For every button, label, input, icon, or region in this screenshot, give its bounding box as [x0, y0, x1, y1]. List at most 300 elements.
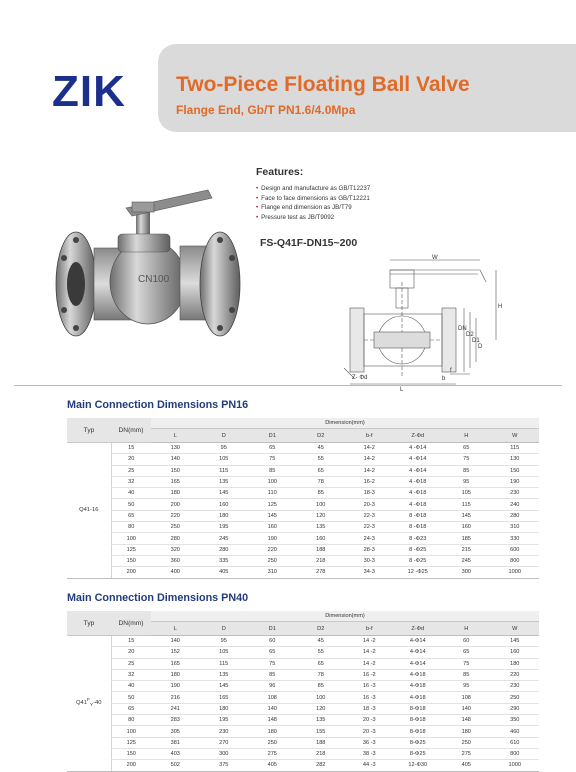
- brand-logo: ZIK: [52, 67, 126, 116]
- dimension-cell: 65: [248, 647, 297, 658]
- column-header: L: [151, 622, 200, 636]
- dimension-cell: 65: [442, 647, 491, 658]
- dn-cell: 125: [111, 737, 151, 748]
- dimension-cell: 95: [200, 443, 249, 454]
- dimension-cell: 20 -3: [345, 715, 394, 726]
- dimension-cell: 115: [200, 658, 249, 669]
- table-row: [67, 499, 539, 510]
- dimension-cell: 12-Φ30: [394, 760, 443, 771]
- dimension-cell: 145: [200, 681, 249, 692]
- dimension-cell: 190: [491, 476, 540, 487]
- drawing-label-bolt: Z- Φd: [352, 375, 368, 381]
- dn-cell: 125: [111, 544, 151, 555]
- dimension-cell: 135: [200, 476, 249, 487]
- dimension-cell: 20-3: [345, 499, 394, 510]
- dimension-cell: 4-Φ18: [394, 669, 443, 680]
- dimension-cell: 188: [297, 737, 346, 748]
- valve-marking: CN100: [138, 274, 170, 285]
- column-header: W: [491, 429, 540, 443]
- dimension-cell: 105: [200, 647, 249, 658]
- dimension-cell: 180: [200, 703, 249, 714]
- dimension-cell: 250: [442, 737, 491, 748]
- dimension-cell: 800: [491, 748, 540, 759]
- dimension-cell: 160: [491, 647, 540, 658]
- dimension-cell: 310: [248, 567, 297, 578]
- dimension-cell: 4 -Φ18: [394, 499, 443, 510]
- dimension-cell: 14 -2: [345, 658, 394, 669]
- dimension-cell: 165: [151, 476, 200, 487]
- dimension-cell: 145: [491, 636, 540, 647]
- dimension-cell: 95: [442, 681, 491, 692]
- feature-item: • Flange end dimension as JB/T79: [256, 203, 556, 213]
- dimension-cell: 95: [442, 476, 491, 487]
- dimension-cell: 218: [297, 555, 346, 566]
- section-divider: [14, 385, 562, 386]
- features-block: [256, 166, 556, 222]
- column-header: D2: [297, 429, 346, 443]
- dimension-cell: 360: [151, 555, 200, 566]
- dimension-cell: 140: [151, 454, 200, 465]
- dimension-cell: 4-Φ14: [394, 658, 443, 669]
- dimension-cell: 100: [248, 476, 297, 487]
- table-row: [67, 703, 539, 714]
- dn-cell: 65: [111, 510, 151, 521]
- feature-item: • Face to face dimensions as GB/T12221: [256, 194, 556, 204]
- dimension-cell: 38 -3: [345, 748, 394, 759]
- dimension-cell: 148: [442, 715, 491, 726]
- dn-cell: 25: [111, 658, 151, 669]
- dimension-cell: 160: [442, 522, 491, 533]
- dimension-cell: 85: [297, 488, 346, 499]
- dimension-cell: 22-3: [345, 522, 394, 533]
- dimension-cell: 330: [491, 533, 540, 544]
- dimension-header: Dimension(mm): [151, 611, 539, 622]
- dn-cell: 20: [111, 454, 151, 465]
- dimension-cell: 16 -3: [345, 692, 394, 703]
- table-row: [67, 510, 539, 521]
- dimension-cell: 75: [248, 454, 297, 465]
- dimension-cell: 165: [151, 658, 200, 669]
- dimension-cell: 75: [442, 454, 491, 465]
- dimension-cell: 405: [200, 567, 249, 578]
- dimension-cell: 14-2: [345, 465, 394, 476]
- dimension-cell: 8-Φ18: [394, 726, 443, 737]
- page-title: Two-Piece Floating Ball Valve: [176, 73, 470, 96]
- dimension-cell: 270: [200, 737, 249, 748]
- dimension-cell: 220: [491, 669, 540, 680]
- dimension-cell: 215: [442, 544, 491, 555]
- dimension-cell: 4-Φ14: [394, 636, 443, 647]
- dimension-cell: 290: [491, 703, 540, 714]
- dimension-cell: 36 -3: [345, 737, 394, 748]
- column-header: b-f: [345, 429, 394, 443]
- dimension-cell: 165: [200, 692, 249, 703]
- column-header: H: [442, 622, 491, 636]
- dimension-cell: 108: [442, 692, 491, 703]
- typ-header: Typ: [67, 418, 111, 443]
- table-row: [67, 533, 539, 544]
- dimension-cell: 65: [297, 465, 346, 476]
- feature-item: • Pressure test as JB/T9092: [256, 213, 556, 223]
- dimension-cell: 250: [248, 737, 297, 748]
- dimension-cell: 280: [491, 510, 540, 521]
- column-header: D1: [248, 622, 297, 636]
- typ-suffix: -40: [93, 700, 102, 707]
- dimension-cell: 44 -3: [345, 760, 394, 771]
- dimension-cell: 65: [297, 658, 346, 669]
- dimension-cell: 110: [248, 488, 297, 499]
- dimension-cell: 180: [248, 726, 297, 737]
- dimension-cell: 180: [151, 669, 200, 680]
- dimension-cell: 145: [248, 510, 297, 521]
- dimension-cell: 8 -Φ25: [394, 544, 443, 555]
- dimension-cell: 216: [151, 692, 200, 703]
- dimension-cell: 230: [491, 488, 540, 499]
- dimension-cell: 218: [297, 748, 346, 759]
- pn40-section-title: Main Connection Dimensions PN40: [67, 592, 249, 604]
- dimension-cell: 100: [297, 499, 346, 510]
- dimension-cell: 135: [297, 522, 346, 533]
- dimension-cell: 16 -2: [345, 669, 394, 680]
- dimension-cell: 14 -2: [345, 636, 394, 647]
- typ-header: Typ: [67, 611, 111, 636]
- feature-item: • Design and manufacture as GB/T12237: [256, 184, 556, 194]
- dimension-cell: 4-Φ14: [394, 647, 443, 658]
- drawing-label-d2: D2: [466, 332, 474, 338]
- dimension-cell: 30-3: [345, 555, 394, 566]
- table-body: [67, 636, 539, 772]
- dimension-cell: 190: [248, 533, 297, 544]
- dimension-cell: 8 -Φ18: [394, 510, 443, 521]
- dimension-cell: 320: [151, 544, 200, 555]
- pn16-dimension-table: [67, 418, 539, 579]
- dimension-cell: 18 -3: [345, 703, 394, 714]
- table-row: [67, 567, 539, 578]
- dimension-cell: 115: [442, 499, 491, 510]
- dn-cell: 200: [111, 760, 151, 771]
- features-list: [256, 184, 556, 222]
- column-header: Z-Φd: [394, 622, 443, 636]
- dimension-cell: 55: [297, 647, 346, 658]
- dimension-cell: 502: [151, 760, 200, 771]
- dimension-cell: 20 -3: [345, 726, 394, 737]
- dimension-cell: 100: [297, 692, 346, 703]
- drawing-label-b: b: [442, 376, 446, 382]
- table-row: [67, 443, 539, 454]
- dimension-cell: 14-2: [345, 443, 394, 454]
- table-row: [67, 454, 539, 465]
- dimension-cell: 180: [442, 726, 491, 737]
- ball-valve-photo: [48, 186, 246, 346]
- table-row: [67, 465, 539, 476]
- dn-cell: 100: [111, 533, 151, 544]
- dimension-cell: 8-Φ18: [394, 703, 443, 714]
- dimension-cell: 135: [297, 715, 346, 726]
- dimension-cell: 250: [151, 522, 200, 533]
- dn-cell: 80: [111, 715, 151, 726]
- dimension-cell: 8-Φ18: [394, 715, 443, 726]
- dimension-cell: 200: [151, 499, 200, 510]
- dimension-header: Dimension(mm): [151, 418, 539, 429]
- drawing-label-f: f: [450, 368, 452, 374]
- column-header: D: [200, 429, 249, 443]
- dn-cell: 80: [111, 522, 151, 533]
- dn-cell: 32: [111, 476, 151, 487]
- dimension-cell: 45: [297, 636, 346, 647]
- column-header: b-f: [345, 622, 394, 636]
- typ-cell: [67, 443, 111, 579]
- dimension-cell: 34-3: [345, 567, 394, 578]
- dimension-cell: 130: [491, 454, 540, 465]
- dimension-cell: 120: [297, 510, 346, 521]
- dimension-cell: 8 -Φ18: [394, 522, 443, 533]
- table-row: [67, 488, 539, 499]
- dimension-cell: 28-3: [345, 544, 394, 555]
- dn-cell: 65: [111, 703, 151, 714]
- dimension-cell: 75: [442, 658, 491, 669]
- dimension-cell: 150: [491, 465, 540, 476]
- typ-cell: [67, 636, 111, 772]
- dimension-cell: 241: [151, 703, 200, 714]
- dimension-cell: 460: [491, 726, 540, 737]
- drawing-label-h: H: [498, 304, 503, 310]
- dimension-cell: 600: [491, 544, 540, 555]
- dimension-cell: 403: [151, 748, 200, 759]
- table-row: [67, 760, 539, 771]
- dimension-cell: 8 -Φ23: [394, 533, 443, 544]
- dimension-cell: 135: [200, 669, 249, 680]
- dimension-cell: 160: [248, 522, 297, 533]
- dimension-cell: 4 -Φ14: [394, 465, 443, 476]
- dimension-cell: 305: [151, 726, 200, 737]
- table-row: [67, 669, 539, 680]
- dn-cell: 50: [111, 499, 151, 510]
- dimension-cell: 85: [297, 681, 346, 692]
- dimension-cell: 240: [491, 499, 540, 510]
- dn-cell: 20: [111, 647, 151, 658]
- dimension-cell: 145: [442, 510, 491, 521]
- column-header: D: [200, 622, 249, 636]
- table-row: [67, 658, 539, 669]
- dimension-cell: 245: [442, 555, 491, 566]
- dimension-cell: 14 -2: [345, 647, 394, 658]
- dn-cell: 15: [111, 443, 151, 454]
- table-row: [67, 681, 539, 692]
- dimension-cell: 8 -Φ25: [394, 555, 443, 566]
- dn-cell: 50: [111, 692, 151, 703]
- dimension-cell: 8-Φ25: [394, 737, 443, 748]
- dimension-cell: 148: [248, 715, 297, 726]
- table-row: [67, 555, 539, 566]
- table-row: [67, 748, 539, 759]
- dimension-cell: 300: [442, 567, 491, 578]
- features-heading: Features:: [256, 166, 304, 178]
- dimension-cell: 4 -Φ14: [394, 443, 443, 454]
- dimension-cell: 85: [442, 465, 491, 476]
- technical-drawing: [330, 252, 510, 392]
- dimension-cell: 65: [442, 443, 491, 454]
- typ-value: Q41: [75, 700, 87, 707]
- dimension-cell: 275: [248, 748, 297, 759]
- dimension-cell: 78: [297, 669, 346, 680]
- dimension-cell: 4 -Φ18: [394, 476, 443, 487]
- dimension-cell: 130: [151, 443, 200, 454]
- dimension-cell: 108: [248, 692, 297, 703]
- column-header: W: [491, 622, 540, 636]
- dimension-cell: 278: [297, 567, 346, 578]
- dimension-cell: 160: [297, 533, 346, 544]
- dimension-cell: 96: [248, 681, 297, 692]
- column-header: L: [151, 429, 200, 443]
- dimension-cell: 283: [151, 715, 200, 726]
- dimension-cell: 180: [200, 510, 249, 521]
- dimension-cell: 60: [442, 636, 491, 647]
- drawing-label-d1: D1: [472, 338, 480, 344]
- table-body: [67, 443, 539, 579]
- dimension-cell: 22-3: [345, 510, 394, 521]
- dn-header: DN(mm): [111, 611, 151, 636]
- dimension-cell: 220: [248, 544, 297, 555]
- dimension-cell: 16-2: [345, 476, 394, 487]
- dimension-cell: 250: [248, 555, 297, 566]
- dimension-cell: 8-Φ25: [394, 748, 443, 759]
- dimension-cell: 350: [491, 715, 540, 726]
- table-row: [67, 737, 539, 748]
- dimension-cell: 400: [151, 567, 200, 578]
- dimension-cell: 85: [248, 669, 297, 680]
- dn-cell: 200: [111, 567, 151, 578]
- dimension-cell: 14-2: [345, 454, 394, 465]
- dimension-cell: 280: [151, 533, 200, 544]
- column-header: D1: [248, 429, 297, 443]
- dimension-cell: 250: [491, 692, 540, 703]
- drawing-label-w: W: [432, 255, 438, 261]
- dimension-cell: 160: [200, 499, 249, 510]
- dimension-cell: 150: [151, 465, 200, 476]
- dimension-cell: 188: [297, 544, 346, 555]
- table-row: [67, 522, 539, 533]
- dimension-cell: 120: [297, 703, 346, 714]
- dimension-cell: 95: [200, 636, 249, 647]
- dimension-cell: 230: [491, 681, 540, 692]
- typ-sub: Y: [89, 703, 94, 709]
- dimension-cell: 75: [248, 658, 297, 669]
- dimension-cell: 60: [248, 636, 297, 647]
- dimension-cell: 155: [297, 726, 346, 737]
- dn-cell: 15: [111, 636, 151, 647]
- pn16-section-title: Main Connection Dimensions PN16: [67, 399, 249, 411]
- pn40-dimension-table: [67, 611, 539, 772]
- dimension-cell: 4 -Φ14: [394, 454, 443, 465]
- dimension-cell: 245: [200, 533, 249, 544]
- dimension-cell: 405: [248, 760, 297, 771]
- dn-cell: 100: [111, 726, 151, 737]
- dimension-cell: 405: [442, 760, 491, 771]
- dimension-cell: 195: [200, 522, 249, 533]
- dimension-cell: 310: [491, 522, 540, 533]
- table-row: [67, 726, 539, 737]
- dimension-cell: 115: [200, 465, 249, 476]
- dimension-cell: 4 -Φ18: [394, 488, 443, 499]
- dimension-cell: 45: [297, 443, 346, 454]
- column-header: H: [442, 429, 491, 443]
- dimension-cell: 78: [297, 476, 346, 487]
- dimension-cell: 800: [491, 555, 540, 566]
- dn-cell: 150: [111, 748, 151, 759]
- dimension-cell: 195: [200, 715, 249, 726]
- typ-value: Q41-16: [79, 507, 99, 514]
- drawing-label-d: D: [478, 344, 483, 350]
- table-row: [67, 476, 539, 487]
- dimension-cell: 4-Φ18: [394, 692, 443, 703]
- dimension-cell: 140: [151, 636, 200, 647]
- dimension-cell: 18-3: [345, 488, 394, 499]
- dimension-cell: 220: [151, 510, 200, 521]
- dimension-cell: 145: [200, 488, 249, 499]
- drawing-label-dn: DN: [458, 326, 467, 332]
- dn-cell: 25: [111, 465, 151, 476]
- dimension-cell: 180: [151, 488, 200, 499]
- dimension-cell: 12 -Φ25: [394, 567, 443, 578]
- dimension-cell: 140: [442, 703, 491, 714]
- dimension-cell: 282: [297, 760, 346, 771]
- dn-cell: 150: [111, 555, 151, 566]
- table-row: [67, 692, 539, 703]
- drawing-label-l: L: [400, 387, 404, 392]
- dimension-cell: 185: [442, 533, 491, 544]
- dimension-cell: 65: [248, 443, 297, 454]
- dimension-cell: 381: [151, 737, 200, 748]
- dimension-cell: 180: [491, 658, 540, 669]
- table-row: [67, 715, 539, 726]
- dimension-cell: 300: [200, 748, 249, 759]
- dimension-cell: 105: [442, 488, 491, 499]
- dimension-cell: 115: [491, 443, 540, 454]
- page-subtitle: Flange End, Gb/T PN1.6/4.0Mpa: [176, 103, 356, 117]
- dimension-cell: 140: [248, 703, 297, 714]
- dimension-cell: 1000: [491, 567, 540, 578]
- typ-sup: F: [86, 698, 90, 704]
- dimension-cell: 4-Φ18: [394, 681, 443, 692]
- dn-cell: 40: [111, 681, 151, 692]
- dimension-cell: 85: [248, 465, 297, 476]
- dimension-cell: 610: [491, 737, 540, 748]
- dimension-cell: 1000: [491, 760, 540, 771]
- table-row: [67, 636, 539, 647]
- column-header: D2: [297, 622, 346, 636]
- dimension-cell: 375: [200, 760, 249, 771]
- table-row: [67, 647, 539, 658]
- table-row: [67, 544, 539, 555]
- dimension-cell: 280: [200, 544, 249, 555]
- dimension-cell: 16 -3: [345, 681, 394, 692]
- dimension-cell: 55: [297, 454, 346, 465]
- dn-cell: 32: [111, 669, 151, 680]
- model-number: FS-Q41F-DN15~200: [260, 237, 358, 249]
- dimension-cell: 335: [200, 555, 249, 566]
- dimension-cell: 125: [248, 499, 297, 510]
- dimension-cell: 230: [200, 726, 249, 737]
- dn-header: DN(mm): [111, 418, 151, 443]
- dimension-cell: 24-3: [345, 533, 394, 544]
- dimension-cell: 85: [442, 669, 491, 680]
- dimension-cell: 275: [442, 748, 491, 759]
- dn-cell: 40: [111, 488, 151, 499]
- dimension-cell: 105: [200, 454, 249, 465]
- dimension-cell: 152: [151, 647, 200, 658]
- column-header: Z-Φd: [394, 429, 443, 443]
- dimension-cell: 190: [151, 681, 200, 692]
